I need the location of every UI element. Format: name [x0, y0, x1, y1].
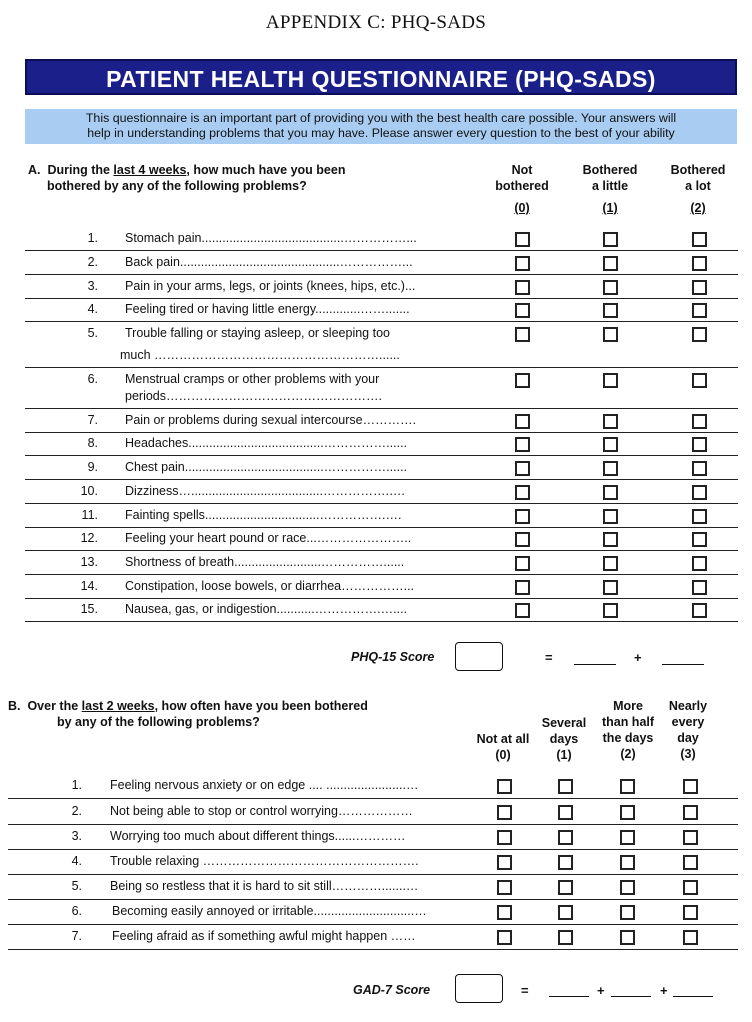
answer-checkbox-1[interactable] — [603, 461, 618, 476]
row-divider — [8, 899, 738, 900]
item-number: 4. — [87, 302, 98, 316]
item-number: 3. — [87, 279, 98, 293]
item-number: 4. — [71, 854, 82, 868]
answer-checkbox-0[interactable] — [497, 805, 512, 820]
answer-checkbox-2[interactable] — [692, 303, 707, 318]
answer-checkbox-3[interactable] — [683, 805, 698, 820]
answer-checkbox-2[interactable] — [692, 232, 707, 247]
gad7-plus-2: + — [660, 983, 668, 998]
col-header-line: Bothered — [582, 163, 638, 177]
phq15-score-box[interactable] — [455, 642, 503, 671]
section-b-question-line2: by any of the following problems? — [57, 715, 260, 729]
answer-checkbox-1[interactable] — [558, 855, 573, 870]
questionnaire-banner: PATIENT HEALTH QUESTIONNAIRE (PHQ-SADS) — [25, 59, 737, 95]
section-a-item-6 — [0, 371, 752, 410]
answer-checkbox-2[interactable] — [692, 580, 707, 595]
row-divider — [8, 949, 738, 950]
answer-checkbox-2[interactable] — [692, 256, 707, 271]
answer-checkbox-2[interactable] — [692, 556, 707, 571]
col-header-line: Not at all — [476, 732, 530, 746]
answer-checkbox-3[interactable] — [683, 855, 698, 870]
item-text: Nausea, gas, or indigestion...........…………….….... — [125, 602, 408, 616]
gad7-score-box[interactable] — [455, 974, 503, 1003]
item-text: Fainting spells.................................…………….…. — [125, 508, 402, 522]
section-a-letter: A. — [28, 163, 41, 177]
section-b-col-3 — [656, 698, 720, 762]
answer-checkbox-0[interactable] — [515, 280, 530, 295]
section-a-item-2 — [0, 254, 752, 276]
section-b-item-5 — [0, 878, 752, 902]
section-a-item-10 — [0, 483, 752, 505]
intro-line-2: help in understanding problems that you may have. Please answer every question to the best of your ability — [87, 126, 675, 140]
answer-checkbox-0[interactable] — [515, 232, 530, 247]
gad7-blank-2[interactable] — [611, 996, 651, 997]
answer-checkbox-1[interactable] — [603, 373, 618, 388]
row-divider — [25, 527, 738, 528]
answer-checkbox-2[interactable] — [620, 930, 635, 945]
answer-checkbox-1[interactable] — [558, 880, 573, 895]
row-divider — [8, 924, 738, 925]
answer-checkbox-3[interactable] — [683, 880, 698, 895]
item-number: 3. — [71, 829, 82, 843]
phq15-blank-2[interactable] — [662, 664, 704, 665]
item-number: 7. — [87, 413, 98, 427]
row-divider — [25, 550, 738, 551]
item-text: Feeling afraid as if something awful might happen …… — [112, 929, 416, 943]
answer-checkbox-2[interactable] — [692, 485, 707, 500]
section-b-item-3 — [0, 828, 752, 852]
section-a-item-7 — [0, 412, 752, 434]
item-number: 9. — [87, 460, 98, 474]
col-header-code: (1) — [556, 747, 572, 762]
col-header-line: day — [677, 731, 699, 745]
answer-checkbox-2[interactable] — [620, 880, 635, 895]
col-header-line: days — [549, 731, 579, 746]
row-divider — [25, 479, 738, 480]
gad7-blank-1[interactable] — [549, 996, 589, 997]
answer-checkbox-3[interactable] — [683, 930, 698, 945]
answer-checkbox-2[interactable] — [620, 779, 635, 794]
section-b-item-2 — [0, 803, 752, 827]
col-header-line: the days — [602, 731, 654, 745]
answer-checkbox-0[interactable] — [497, 855, 512, 870]
answer-checkbox-0[interactable] — [515, 603, 530, 618]
section-a-question-post: , how much have you been — [186, 163, 346, 177]
row-divider — [25, 598, 738, 599]
col-header-code: (0) — [514, 201, 530, 215]
item-number: 5. — [71, 879, 82, 893]
section-a-item-14 — [0, 578, 752, 600]
item-number: 2. — [71, 804, 82, 818]
answer-checkbox-0[interactable] — [515, 373, 530, 388]
section-a-question — [28, 162, 345, 194]
answer-checkbox-1[interactable] — [558, 830, 573, 845]
section-a-period: last 4 weeks — [113, 163, 187, 177]
col-header-line: More — [613, 699, 643, 713]
section-a-item-3 — [0, 278, 752, 300]
col-header-line: Not — [511, 163, 533, 177]
answer-checkbox-1[interactable] — [603, 280, 618, 295]
col-header-code: (1) — [602, 201, 618, 215]
section-b-item-7 — [0, 928, 752, 952]
answer-checkbox-0[interactable] — [515, 327, 530, 342]
gad7-blank-3[interactable] — [673, 996, 713, 997]
row-divider — [25, 432, 738, 433]
answer-checkbox-0[interactable] — [515, 485, 530, 500]
appendix-title: APPENDIX C: PHQ-SADS — [265, 12, 487, 33]
answer-checkbox-1[interactable] — [603, 303, 618, 318]
answer-checkbox-1[interactable] — [603, 485, 618, 500]
row-divider — [25, 621, 738, 622]
phq15-blank-1[interactable] — [574, 664, 616, 665]
item-number: 1. — [87, 231, 98, 245]
answer-checkbox-0[interactable] — [497, 830, 512, 845]
col-header-line: Bothered — [670, 163, 726, 177]
item-number: 14. — [80, 579, 98, 593]
answer-checkbox-0[interactable] — [515, 509, 530, 524]
answer-checkbox-1[interactable] — [603, 327, 618, 342]
gad7-equals: = — [521, 983, 529, 998]
answer-checkbox-1[interactable] — [558, 805, 573, 820]
answer-checkbox-1[interactable] — [603, 437, 618, 452]
section-a-item-5 — [0, 325, 752, 369]
answer-checkbox-3[interactable] — [683, 905, 698, 920]
col-header-line: Nearly — [668, 699, 708, 713]
section-b-question — [8, 698, 368, 730]
row-divider — [25, 321, 738, 322]
col-header-line: than half — [601, 715, 655, 729]
answer-checkbox-2[interactable] — [692, 532, 707, 547]
item-text: Trouble relaxing ……………………………………………. — [110, 854, 419, 868]
answer-checkbox-0[interactable] — [515, 256, 530, 271]
answer-checkbox-0[interactable] — [515, 461, 530, 476]
section-b-letter: B. — [8, 699, 21, 713]
answer-checkbox-0[interactable] — [497, 930, 512, 945]
answer-checkbox-1[interactable] — [558, 779, 573, 794]
section-b-item-6 — [0, 903, 752, 927]
answer-checkbox-0[interactable] — [515, 303, 530, 318]
section-a-item-13 — [0, 554, 752, 576]
item-number: 6. — [71, 904, 82, 918]
section-a-item-15 — [0, 601, 752, 623]
section-b-col-1 — [536, 715, 592, 763]
section-a-item-4 — [0, 301, 752, 323]
answer-checkbox-2[interactable] — [692, 327, 707, 342]
row-divider — [25, 574, 738, 575]
item-number: 13. — [80, 555, 98, 569]
row-divider — [25, 274, 738, 275]
answer-checkbox-3[interactable] — [683, 830, 698, 845]
item-text: Being so restless that it is hard to sit still………….......… — [110, 879, 419, 893]
col-header-line: bothered — [495, 179, 549, 193]
col-header-code: (2) — [620, 747, 636, 761]
item-number: 5. — [87, 326, 98, 340]
row-divider — [25, 298, 738, 299]
gad7-score-label: GAD-7 Score — [353, 983, 431, 997]
col-header-code: (2) — [690, 201, 706, 215]
section-a-item-11 — [0, 507, 752, 529]
answer-checkbox-0[interactable] — [515, 580, 530, 595]
answer-checkbox-1[interactable] — [603, 580, 618, 595]
answer-checkbox-0[interactable] — [497, 880, 512, 895]
row-divider — [8, 824, 738, 825]
section-b-question-pre: Over the — [27, 699, 82, 713]
answer-checkbox-2[interactable] — [692, 414, 707, 429]
section-b-period: last 2 weeks — [81, 699, 155, 713]
item-number: 11. — [81, 508, 98, 522]
answer-checkbox-1[interactable] — [558, 905, 573, 920]
phq15-score-label: PHQ-15 Score — [351, 650, 435, 664]
answer-checkbox-2[interactable] — [620, 830, 635, 845]
gad7-plus-1: + — [597, 983, 605, 998]
section-b-item-1 — [0, 777, 752, 801]
answer-checkbox-2[interactable] — [692, 437, 707, 452]
answer-checkbox-0[interactable] — [515, 414, 530, 429]
item-text: Not being able to stop or control worrying……………… — [110, 804, 413, 818]
answer-checkbox-2[interactable] — [620, 805, 635, 820]
item-text: Menstrual cramps or other problems with your — [125, 372, 380, 386]
answer-checkbox-1[interactable] — [603, 556, 618, 571]
section-a-col-1 — [574, 162, 646, 216]
row-divider — [25, 455, 738, 456]
item-number: 2. — [87, 255, 98, 269]
answer-checkbox-2[interactable] — [620, 905, 635, 920]
item-text: Stomach pain.........................................……………... — [125, 231, 417, 245]
item-text: Feeling your heart pound or race...………………….. — [125, 531, 412, 545]
answer-checkbox-2[interactable] — [692, 461, 707, 476]
col-header-code: (3) — [680, 747, 696, 761]
section-a-item-9 — [0, 459, 752, 481]
col-header-line: every — [671, 715, 705, 729]
item-text: Back pain..............................................……………... — [125, 255, 413, 269]
intro-line-1: This questionnaire is an important part of providing you with the best health care possible. Your answers will — [85, 111, 677, 125]
col-header-line: a little — [591, 179, 629, 193]
row-divider — [25, 250, 738, 251]
section-a-col-0 — [486, 162, 558, 216]
answer-checkbox-1[interactable] — [603, 532, 618, 547]
section-a-question-line2: bothered by any of the following problems? — [47, 179, 307, 193]
item-text: Dizziness…......................................…………….…. — [125, 484, 405, 498]
section-a-item-1 — [0, 230, 752, 252]
answer-checkbox-0[interactable] — [497, 905, 512, 920]
row-divider — [8, 798, 738, 799]
section-a-question-pre: During the — [47, 163, 114, 177]
answer-checkbox-1[interactable] — [603, 509, 618, 524]
item-number: 10. — [80, 484, 98, 498]
answer-checkbox-1[interactable] — [558, 930, 573, 945]
item-text: Feeling nervous anxiety or on edge .... .......................… — [110, 778, 419, 792]
row-divider — [25, 367, 738, 368]
answer-checkbox-2[interactable] — [692, 373, 707, 388]
section-b-question-post: , how often have you been bothered — [154, 699, 368, 713]
item-number: 8. — [87, 436, 98, 450]
row-divider — [8, 874, 738, 875]
item-text: Becoming easily annoyed or irritable.............................… — [112, 904, 427, 918]
row-divider — [8, 849, 738, 850]
answer-checkbox-0[interactable] — [515, 532, 530, 547]
item-number: 6. — [87, 372, 98, 386]
answer-checkbox-0[interactable] — [515, 556, 530, 571]
row-divider — [25, 408, 738, 409]
intro-box — [25, 109, 737, 144]
item-text: Pain in your arms, legs, or joints (knees, hips, etc.)... — [125, 279, 416, 293]
answer-checkbox-2[interactable] — [692, 603, 707, 618]
section-b-col-2 — [596, 698, 660, 762]
answer-checkbox-0[interactable] — [497, 779, 512, 794]
item-text: Chest pain........................................……………...... — [125, 460, 408, 474]
item-text: Feeling tired or having little energy.............……....... — [125, 302, 410, 316]
answer-checkbox-1[interactable] — [603, 256, 618, 271]
answer-checkbox-0[interactable] — [515, 437, 530, 452]
item-text: Trouble falling or staying asleep, or sleeping too — [125, 326, 390, 340]
item-text-continued: much ………………………………………………...... — [120, 348, 400, 362]
answer-checkbox-1[interactable] — [603, 232, 618, 247]
section-b-item-4 — [0, 853, 752, 877]
item-text-continued: periods……………………………………………. — [125, 389, 382, 403]
col-header-code: (0) — [495, 748, 511, 762]
col-header-line: Several — [541, 715, 587, 730]
answer-checkbox-3[interactable] — [683, 779, 698, 794]
section-a-col-2 — [662, 162, 734, 216]
section-a-item-12 — [0, 530, 752, 552]
section-b-col-0 — [468, 731, 538, 763]
answer-checkbox-1[interactable] — [603, 603, 618, 618]
item-number: 1. — [71, 778, 82, 792]
item-number: 7. — [71, 929, 82, 943]
row-divider — [25, 503, 738, 504]
col-header-line: a lot — [685, 179, 711, 193]
answer-checkbox-1[interactable] — [603, 414, 618, 429]
item-number: 15. — [80, 602, 98, 616]
item-text: Shortness of breath.........................……………...... — [125, 555, 405, 569]
item-text: Worrying too much about different things......………… — [110, 829, 406, 843]
answer-checkbox-2[interactable] — [620, 855, 635, 870]
item-number: 12. — [80, 531, 98, 545]
section-a-item-8 — [0, 435, 752, 457]
answer-checkbox-2[interactable] — [692, 280, 707, 295]
phq15-plus: + — [634, 650, 642, 665]
item-text: Pain or problems during sexual intercourse…………. — [125, 413, 417, 427]
answer-checkbox-2[interactable] — [692, 509, 707, 524]
phq15-equals: = — [545, 650, 553, 665]
item-text: Constipation, loose bowels, or diarrhea……………... — [125, 579, 415, 593]
item-text: Headaches.......................................……………...... — [125, 436, 408, 450]
